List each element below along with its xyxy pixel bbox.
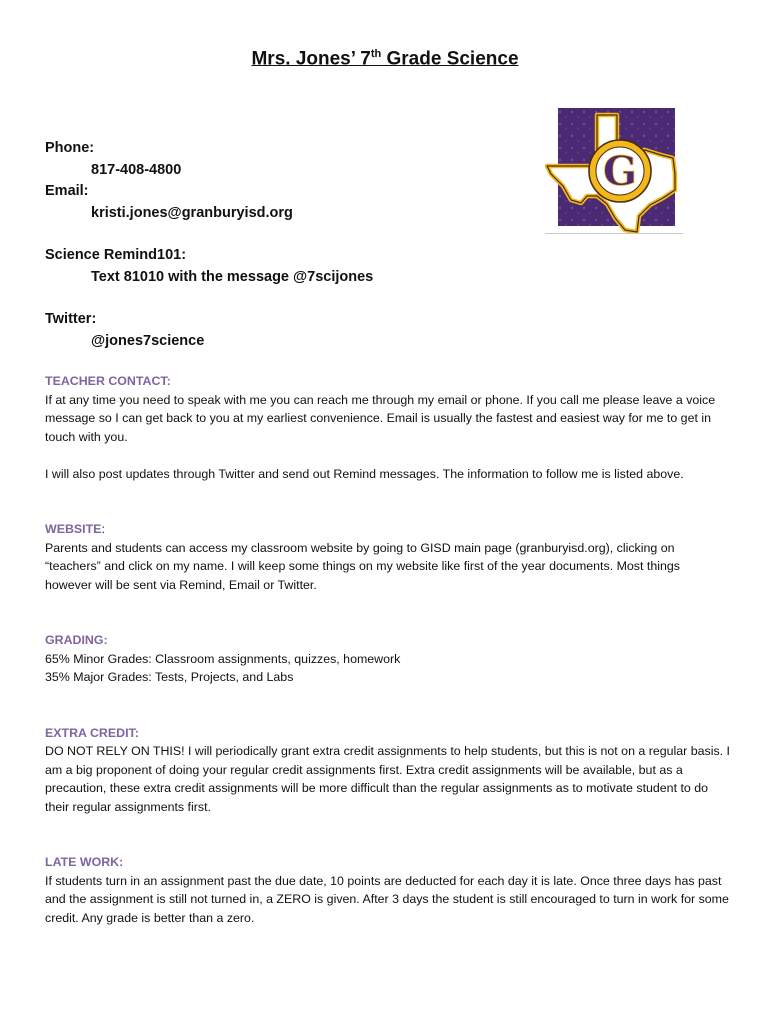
grading-heading: GRADING: <box>45 633 108 647</box>
website-text: Parents and students can access my classroom website by going to GISD main page (granburyisd.org), clicking on “teachers” and click on my name. I will keep some things on my website like first of the year documents. Most things however will be sent via Remind, Email or Twitter. <box>45 540 680 592</box>
twitter-label: Twitter: <box>45 311 97 327</box>
phone-label: Phone: <box>45 140 95 156</box>
title-superscript: th <box>370 48 382 60</box>
late-work-text: If students turn in an assignment past the due date, 10 points are deducted for each day it is late. Once three days has past and the assignment is still not turned in, a ZERO is given. After 3 days the student is still encouraged to turn in work for some credit. Any grade is better than a zero. <box>45 873 729 925</box>
teacher-contact-text-1: If at any time you need to speak with me you can reach me through my email or phone. If you call me please leave a voice message so I can get back to you at my earliest convenience. Email is usually the fastest and easiest way for me to get in touch with you. <box>45 392 716 444</box>
email-label: Email: <box>45 183 89 199</box>
page-title <box>0 48 770 70</box>
twitter-value: @jones7science <box>91 332 205 349</box>
remind-label: Science Remind101: <box>45 247 187 263</box>
remind-value: Text 81010 with the message @7scijones <box>91 268 374 285</box>
grading-major: 35% Major Grades: Tests, Projects, and Labs <box>45 670 294 684</box>
teacher-contact-text-2: I will also post updates through Twitter and send out Remind messages. The information to follow me is listed above. <box>45 466 684 481</box>
logo-underline <box>545 233 683 234</box>
website-heading-text: WEBSITE <box>45 522 102 536</box>
late-work-heading: LATE WORK: <box>45 855 124 869</box>
email-value: kristi.jones@granburyisd.org <box>91 204 293 221</box>
extra-credit-heading: EXTRA CREDIT: <box>45 725 139 740</box>
extra-credit-text: DO NOT RELY ON THIS! I will periodically grant extra credit assignments to help students, but this is not on a regular basis. I am a big proponent of doing your regular credit assignments first. Extra credit assignments will be available, but as a precaution, these extra credit assignments will be more difficult than the regular assignments as to motivate student to do their regular assignments first. <box>45 744 730 814</box>
title-main: Mrs. Jones’ 7 <box>251 48 371 70</box>
phone-value: 817-408-4800 <box>91 161 182 178</box>
teacher-contact-heading: TEACHER CONTACT: <box>45 374 171 388</box>
course-sections <box>45 372 730 927</box>
logo-letter: G <box>602 148 638 195</box>
grading-minor: 65% Minor Grades: Classroom assignments, quizzes, homework <box>45 651 401 666</box>
title-rest: Grade Science <box>381 48 519 70</box>
website-heading-colon: : <box>101 522 105 536</box>
website-heading <box>45 520 730 539</box>
granbury-texas-logo <box>545 108 683 234</box>
contact-info <box>45 138 515 352</box>
